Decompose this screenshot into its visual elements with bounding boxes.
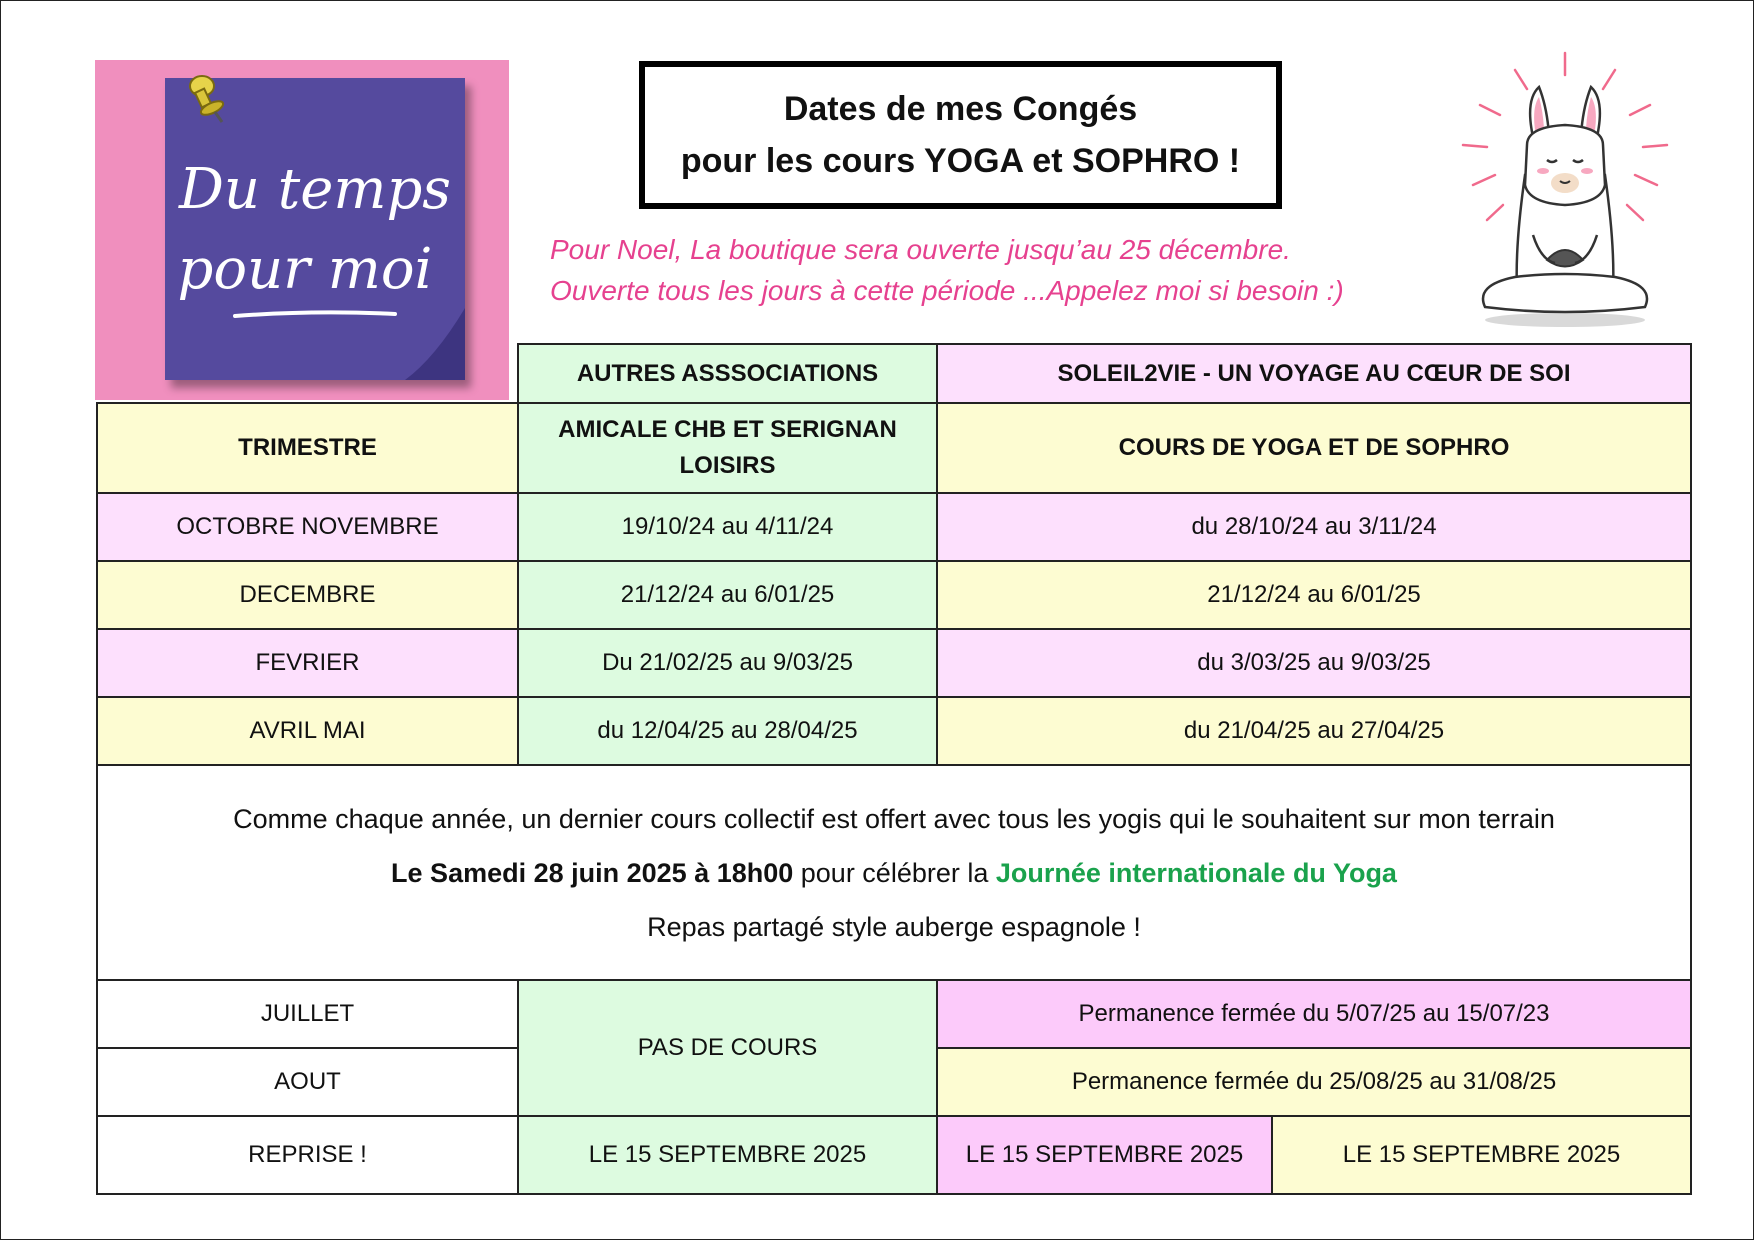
notice-yoga-day: Journée internationale du Yoga [995,857,1397,888]
row-soleil-dates: du 3/03/25 au 9/03/25 [937,629,1691,697]
empty-corner [97,344,518,403]
row-autres-dates: Du 21/02/25 au 9/03/25 [518,629,937,697]
group-header-row [97,344,1691,403]
row-soleil-dates: du 28/10/24 au 3/11/24 [937,493,1691,561]
column-header-row [97,403,1691,493]
row-autres-dates: du 12/04/25 au 28/04/25 [518,697,937,765]
reprise-soleil-a: LE 15 SEPTEMBRE 2025 [937,1116,1272,1194]
meditating-llama-icon [1455,45,1675,330]
reprise-soleil-b: LE 15 SEPTEMBRE 2025 [1272,1116,1691,1194]
notice-row [97,765,1691,980]
notice-line1: Comme chaque année, un dernier cours collectif est offert avec tous les yogis qui le souhaitent sur mon terrain [233,803,1555,834]
notice-middle: pour célébrer la [793,857,996,888]
announcement-line1: Pour Noel, La boutique sera ouverte jusqu’au 25 décembre. [550,234,1291,265]
no-class-cell: PAS DE COURS [518,980,937,1116]
notice-cell [97,765,1691,980]
row-autres-dates: 21/12/24 au 6/01/25 [518,561,937,629]
title-box [639,61,1282,209]
row-soleil-dates: du 21/04/25 au 27/04/25 [937,697,1691,765]
header-soleil2vie: SOLEIL2VIE - UN VOYAGE AU CŒUR DE SOI [937,344,1691,403]
header-trimestre: TRIMESTRE [97,403,518,493]
table-row [97,493,1691,561]
schedule-table [96,343,1692,1195]
table-row [97,697,1691,765]
reprise-row [97,1116,1691,1194]
period-aout: AOUT [97,1048,518,1116]
row-soleil-dates: 21/12/24 au 6/01/25 [937,561,1691,629]
announcement-line2: Ouverte tous les jours à cette période ...Appelez moi si besoin :) [550,275,1344,306]
title-line1: Dates de mes Congés [783,90,1138,128]
notice-line3: Repas partagé style auberge espagnole ! [647,911,1141,942]
row-period: AVRIL MAI [97,697,518,765]
aout-soleil-dates: Permanence fermée du 25/08/25 au 31/08/25 [937,1048,1691,1116]
juillet-soleil-dates: Permanence fermée du 5/07/25 au 15/07/23 [937,980,1691,1048]
row-period: FEVRIER [97,629,518,697]
sticky-note-line2: pour moi [177,237,433,302]
notice-date: Le Samedi 28 juin 2025 à 18h00 [391,857,794,888]
notice-line2 [98,856,1690,890]
sticky-note-line1: Du temps [178,157,452,222]
header-cours: COURS DE YOGA ET DE SOPHRO [937,403,1691,493]
pushpin-icon [188,72,232,124]
table-row [97,629,1691,697]
row-autres-dates: 19/10/24 au 4/11/24 [518,493,937,561]
reprise-label: REPRISE ! [97,1116,518,1194]
summer-row-juillet [97,980,1691,1048]
header-autres-associations: AUTRES ASSSOCIATIONS [518,344,937,403]
reprise-autres: LE 15 SEPTEMBRE 2025 [518,1116,937,1194]
table-row [97,561,1691,629]
row-period: DECEMBRE [97,561,518,629]
row-period: OCTOBRE NOVEMBRE [97,493,518,561]
header-amicale: AMICALE CHB ET SERIGNAN LOISIRS [518,403,937,493]
period-juillet: JUILLET [97,980,518,1048]
title-line2: pour les cours YOGA et SOPHRO ! [680,142,1241,180]
